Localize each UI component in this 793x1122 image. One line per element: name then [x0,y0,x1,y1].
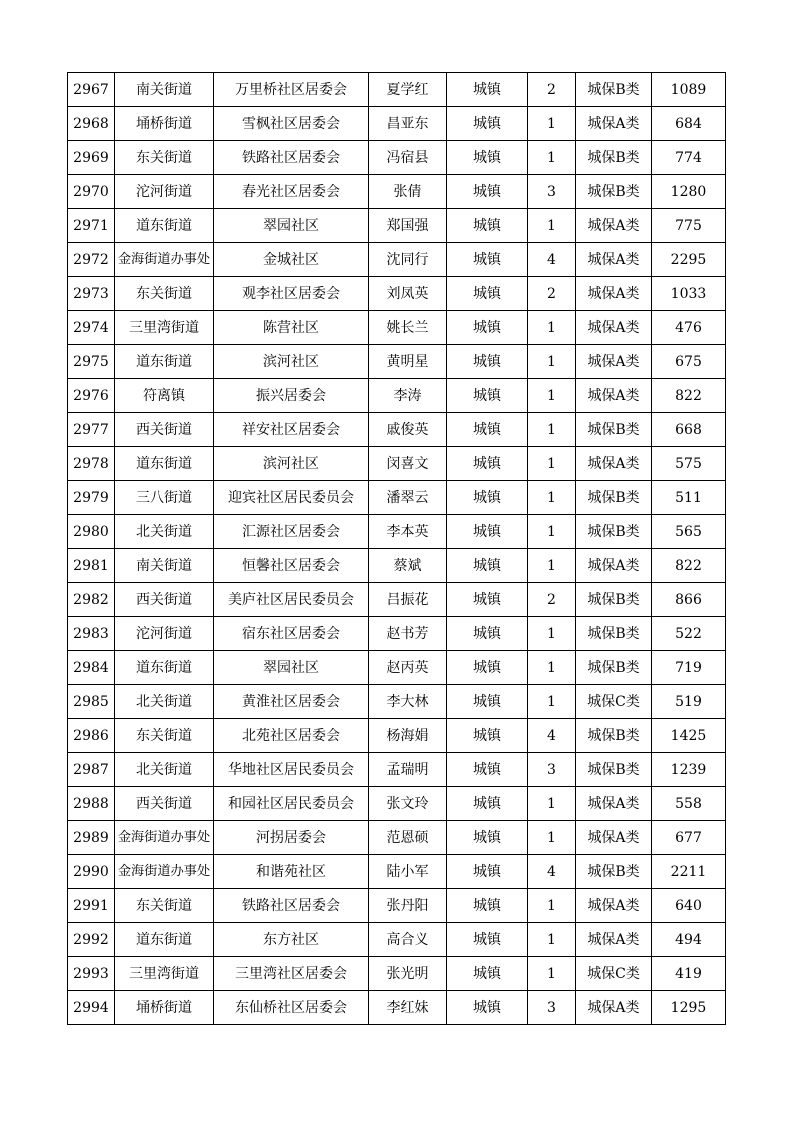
cell-record-id: 2987 [68,753,115,787]
cell-insurance-category: 城保B类 [576,855,652,889]
table-row [68,481,726,515]
cell-amount: 558 [652,787,726,821]
table-row [68,583,726,617]
cell-amount: 668 [652,413,726,447]
cell-amount: 2295 [652,243,726,277]
cell-person-name: 刘凤英 [369,277,447,311]
cell-insurance-category: 城保B类 [576,583,652,617]
cell-insurance-category: 城保B类 [576,719,652,753]
cell-amount: 1425 [652,719,726,753]
cell-community: 北苑社区居委会 [214,719,369,753]
cell-community: 迎宾社区居民委员会 [214,481,369,515]
cell-insurance-category: 城保B类 [576,481,652,515]
cell-community: 陈营社区 [214,311,369,345]
cell-insurance-category: 城保A类 [576,447,652,481]
cell-record-id: 2994 [68,991,115,1025]
cell-street-office: 三里湾街道 [115,957,214,991]
cell-area-type: 城镇 [447,107,528,141]
cell-community: 雪枫社区居委会 [214,107,369,141]
cell-street-office: 道东街道 [115,923,214,957]
cell-street-office: 金海街道办事处 [115,821,214,855]
cell-street-office: 埇桥街道 [115,107,214,141]
cell-person-name: 冯宿县 [369,141,447,175]
roster-table [67,72,726,1025]
cell-record-id: 2973 [68,277,115,311]
cell-insurance-category: 城保B类 [576,73,652,107]
cell-amount: 419 [652,957,726,991]
cell-street-office: 西关街道 [115,787,214,821]
table-row [68,651,726,685]
cell-record-id: 2988 [68,787,115,821]
cell-community: 翠园社区 [214,651,369,685]
cell-person-name: 范恩硕 [369,821,447,855]
cell-household-count: 1 [528,515,576,549]
cell-person-name: 沈同行 [369,243,447,277]
cell-record-id: 2979 [68,481,115,515]
table-row [68,821,726,855]
cell-record-id: 2970 [68,175,115,209]
cell-record-id: 2982 [68,583,115,617]
cell-person-name: 孟瑞明 [369,753,447,787]
cell-community: 观李社区居委会 [214,277,369,311]
cell-community: 美庐社区居民委员会 [214,583,369,617]
cell-community: 金城社区 [214,243,369,277]
cell-street-office: 三八街道 [115,481,214,515]
cell-household-count: 3 [528,175,576,209]
cell-community: 翠园社区 [214,209,369,243]
cell-community: 和谐苑社区 [214,855,369,889]
cell-street-office: 北关街道 [115,515,214,549]
cell-area-type: 城镇 [447,243,528,277]
cell-household-count: 1 [528,141,576,175]
cell-amount: 1089 [652,73,726,107]
cell-amount: 684 [652,107,726,141]
cell-person-name: 赵书芳 [369,617,447,651]
cell-person-name: 高合义 [369,923,447,957]
cell-person-name: 潘翠云 [369,481,447,515]
cell-community: 东方社区 [214,923,369,957]
cell-amount: 866 [652,583,726,617]
cell-person-name: 李本英 [369,515,447,549]
cell-area-type: 城镇 [447,583,528,617]
cell-amount: 575 [652,447,726,481]
table-row [68,753,726,787]
cell-household-count: 1 [528,481,576,515]
table-row [68,515,726,549]
cell-record-id: 2974 [68,311,115,345]
cell-amount: 675 [652,345,726,379]
cell-household-count: 1 [528,787,576,821]
cell-amount: 774 [652,141,726,175]
cell-community: 汇源社区居委会 [214,515,369,549]
cell-area-type: 城镇 [447,481,528,515]
cell-insurance-category: 城保A类 [576,991,652,1025]
cell-insurance-category: 城保A类 [576,787,652,821]
cell-insurance-category: 城保A类 [576,923,652,957]
cell-area-type: 城镇 [447,957,528,991]
cell-street-office: 东关街道 [115,141,214,175]
cell-area-type: 城镇 [447,379,528,413]
cell-person-name: 郑国强 [369,209,447,243]
cell-area-type: 城镇 [447,209,528,243]
cell-record-id: 2980 [68,515,115,549]
cell-insurance-category: 城保C类 [576,685,652,719]
table-row [68,991,726,1025]
cell-record-id: 2969 [68,141,115,175]
cell-amount: 822 [652,379,726,413]
cell-area-type: 城镇 [447,311,528,345]
cell-insurance-category: 城保A类 [576,549,652,583]
cell-insurance-category: 城保B类 [576,617,652,651]
cell-amount: 2211 [652,855,726,889]
cell-street-office: 三里湾街道 [115,311,214,345]
table-row [68,243,726,277]
cell-person-name: 闵喜文 [369,447,447,481]
cell-area-type: 城镇 [447,447,528,481]
cell-area-type: 城镇 [447,991,528,1025]
cell-person-name: 张倩 [369,175,447,209]
cell-insurance-category: 城保A类 [576,311,652,345]
cell-record-id: 2981 [68,549,115,583]
cell-insurance-category: 城保A类 [576,889,652,923]
cell-household-count: 2 [528,277,576,311]
table-row [68,957,726,991]
cell-community: 铁路社区居委会 [214,889,369,923]
cell-insurance-category: 城保A类 [576,107,652,141]
cell-person-name: 李红妹 [369,991,447,1025]
cell-household-count: 1 [528,957,576,991]
cell-household-count: 1 [528,651,576,685]
cell-community: 振兴居委会 [214,379,369,413]
cell-person-name: 吕振花 [369,583,447,617]
cell-insurance-category: 城保A类 [576,379,652,413]
table-row [68,719,726,753]
cell-amount: 522 [652,617,726,651]
cell-household-count: 3 [528,753,576,787]
cell-household-count: 4 [528,855,576,889]
cell-person-name: 张文玲 [369,787,447,821]
table-row [68,311,726,345]
cell-area-type: 城镇 [447,141,528,175]
cell-area-type: 城镇 [447,719,528,753]
cell-community: 河拐居委会 [214,821,369,855]
cell-household-count: 1 [528,923,576,957]
cell-amount: 511 [652,481,726,515]
cell-amount: 1033 [652,277,726,311]
table-row [68,277,726,311]
cell-community: 春光社区居委会 [214,175,369,209]
cell-insurance-category: 城保B类 [576,413,652,447]
cell-household-count: 1 [528,889,576,923]
cell-person-name: 赵丙英 [369,651,447,685]
cell-area-type: 城镇 [447,413,528,447]
cell-record-id: 2983 [68,617,115,651]
table-row [68,175,726,209]
cell-street-office: 东关街道 [115,719,214,753]
cell-household-count: 1 [528,549,576,583]
cell-insurance-category: 城保A类 [576,821,652,855]
cell-area-type: 城镇 [447,73,528,107]
cell-record-id: 2990 [68,855,115,889]
cell-community: 华地社区居民委员会 [214,753,369,787]
table-row [68,413,726,447]
cell-household-count: 4 [528,719,576,753]
cell-community: 三里湾社区居委会 [214,957,369,991]
cell-community: 祥安社区居委会 [214,413,369,447]
cell-area-type: 城镇 [447,855,528,889]
table-row [68,345,726,379]
cell-amount: 640 [652,889,726,923]
cell-record-id: 2975 [68,345,115,379]
cell-area-type: 城镇 [447,617,528,651]
cell-street-office: 西关街道 [115,583,214,617]
cell-record-id: 2986 [68,719,115,753]
cell-household-count: 1 [528,685,576,719]
cell-amount: 1239 [652,753,726,787]
cell-area-type: 城镇 [447,175,528,209]
cell-community: 铁路社区居委会 [214,141,369,175]
cell-person-name: 李大林 [369,685,447,719]
cell-area-type: 城镇 [447,753,528,787]
cell-record-id: 2989 [68,821,115,855]
cell-household-count: 1 [528,821,576,855]
cell-area-type: 城镇 [447,821,528,855]
cell-amount: 565 [652,515,726,549]
cell-household-count: 3 [528,991,576,1025]
cell-amount: 677 [652,821,726,855]
cell-street-office: 金海街道办事处 [115,855,214,889]
cell-person-name: 昌亚东 [369,107,447,141]
cell-household-count: 1 [528,379,576,413]
cell-record-id: 2992 [68,923,115,957]
cell-amount: 494 [652,923,726,957]
cell-record-id: 2977 [68,413,115,447]
cell-street-office: 东关街道 [115,889,214,923]
cell-street-office: 沱河街道 [115,175,214,209]
cell-area-type: 城镇 [447,651,528,685]
cell-community: 和园社区居民委员会 [214,787,369,821]
cell-community: 恒馨社区居委会 [214,549,369,583]
cell-household-count: 1 [528,311,576,345]
cell-area-type: 城镇 [447,277,528,311]
cell-street-office: 道东街道 [115,209,214,243]
cell-record-id: 2968 [68,107,115,141]
cell-household-count: 1 [528,107,576,141]
table-row [68,73,726,107]
cell-area-type: 城镇 [447,923,528,957]
cell-household-count: 2 [528,73,576,107]
cell-record-id: 2976 [68,379,115,413]
cell-person-name: 夏学红 [369,73,447,107]
table-row [68,787,726,821]
cell-record-id: 2967 [68,73,115,107]
table-row [68,107,726,141]
roster-body [68,73,726,1025]
cell-community: 宿东社区居委会 [214,617,369,651]
cell-street-office: 道东街道 [115,345,214,379]
document-page [67,72,726,1025]
cell-person-name: 张丹阳 [369,889,447,923]
cell-street-office: 北关街道 [115,753,214,787]
cell-person-name: 蔡斌 [369,549,447,583]
cell-person-name: 陆小军 [369,855,447,889]
cell-insurance-category: 城保C类 [576,957,652,991]
cell-amount: 1280 [652,175,726,209]
cell-insurance-category: 城保A类 [576,209,652,243]
cell-person-name: 姚长兰 [369,311,447,345]
table-row [68,685,726,719]
table-row [68,889,726,923]
cell-community: 黄淮社区居委会 [214,685,369,719]
cell-person-name: 杨海娟 [369,719,447,753]
cell-insurance-category: 城保A类 [576,277,652,311]
cell-area-type: 城镇 [447,889,528,923]
cell-record-id: 2978 [68,447,115,481]
table-row [68,855,726,889]
cell-amount: 476 [652,311,726,345]
cell-insurance-category: 城保B类 [576,753,652,787]
table-row [68,209,726,243]
cell-insurance-category: 城保B类 [576,141,652,175]
cell-community: 万里桥社区居委会 [214,73,369,107]
table-row [68,549,726,583]
table-row [68,141,726,175]
cell-street-office: 符离镇 [115,379,214,413]
cell-household-count: 1 [528,209,576,243]
cell-street-office: 埇桥街道 [115,991,214,1025]
cell-street-office: 道东街道 [115,447,214,481]
cell-area-type: 城镇 [447,787,528,821]
cell-amount: 775 [652,209,726,243]
cell-record-id: 2993 [68,957,115,991]
cell-household-count: 1 [528,413,576,447]
cell-street-office: 东关街道 [115,277,214,311]
cell-street-office: 北关街道 [115,685,214,719]
cell-area-type: 城镇 [447,685,528,719]
cell-area-type: 城镇 [447,345,528,379]
cell-person-name: 黄明星 [369,345,447,379]
cell-amount: 822 [652,549,726,583]
table-row [68,617,726,651]
cell-record-id: 2971 [68,209,115,243]
cell-person-name: 李涛 [369,379,447,413]
cell-amount: 1295 [652,991,726,1025]
cell-record-id: 2972 [68,243,115,277]
cell-area-type: 城镇 [447,549,528,583]
table-row [68,923,726,957]
cell-insurance-category: 城保A类 [576,243,652,277]
cell-record-id: 2985 [68,685,115,719]
cell-amount: 519 [652,685,726,719]
cell-person-name: 戚俊英 [369,413,447,447]
cell-record-id: 2984 [68,651,115,685]
cell-person-name: 张光明 [369,957,447,991]
cell-household-count: 1 [528,447,576,481]
cell-street-office: 西关街道 [115,413,214,447]
cell-community: 滨河社区 [214,447,369,481]
cell-household-count: 4 [528,243,576,277]
cell-street-office: 道东街道 [115,651,214,685]
cell-insurance-category: 城保A类 [576,345,652,379]
cell-street-office: 金海街道办事处 [115,243,214,277]
cell-community: 滨河社区 [214,345,369,379]
cell-street-office: 南关街道 [115,73,214,107]
cell-amount: 719 [652,651,726,685]
table-row [68,379,726,413]
cell-household-count: 1 [528,617,576,651]
cell-street-office: 沱河街道 [115,617,214,651]
cell-area-type: 城镇 [447,515,528,549]
cell-community: 东仙桥社区居委会 [214,991,369,1025]
cell-insurance-category: 城保B类 [576,515,652,549]
cell-insurance-category: 城保B类 [576,651,652,685]
cell-record-id: 2991 [68,889,115,923]
cell-household-count: 1 [528,345,576,379]
cell-household-count: 2 [528,583,576,617]
cell-street-office: 南关街道 [115,549,214,583]
table-row [68,447,726,481]
cell-insurance-category: 城保B类 [576,175,652,209]
